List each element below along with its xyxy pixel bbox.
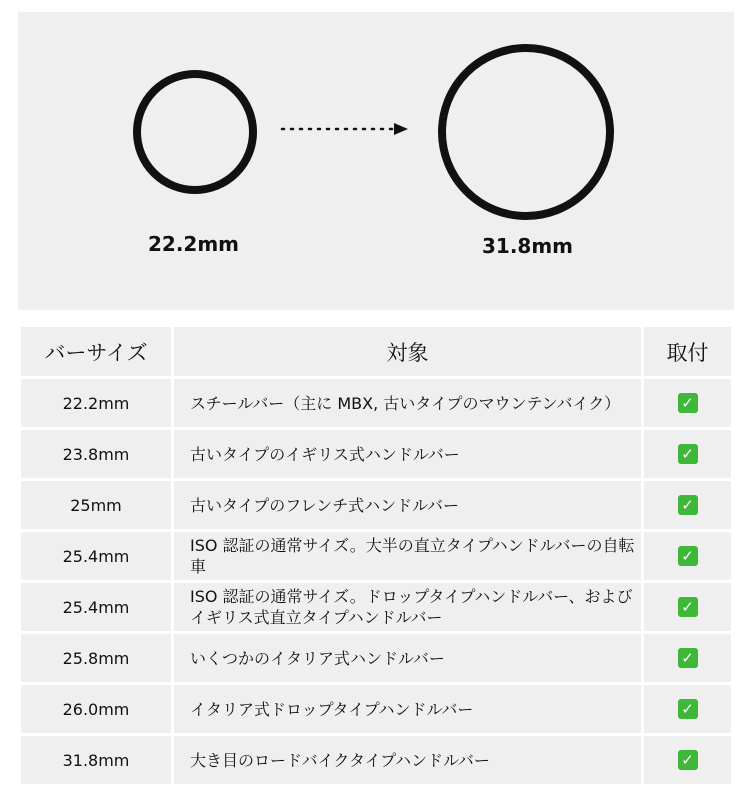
check-icon: ✓: [678, 750, 698, 770]
small-diameter-label: 22.2mm: [148, 232, 240, 256]
table-header-row: [21, 327, 731, 376]
row-size: 25.4mm: [21, 532, 171, 580]
row-target: スチールバー（主に MBX, 古いタイプのマウンテンバイク）: [174, 379, 641, 427]
check-icon: ✓: [678, 393, 698, 413]
row-size: 25.8mm: [21, 634, 171, 682]
size-diagram: [18, 12, 734, 310]
large-diameter-label: 31.8mm: [482, 234, 574, 258]
table-row: [21, 736, 731, 784]
table-row: [21, 634, 731, 682]
large-ring-icon: [438, 44, 614, 220]
row-size: 31.8mm: [21, 736, 171, 784]
row-fit: [644, 583, 731, 631]
header-target: 対象: [174, 327, 641, 376]
row-fit: [644, 430, 731, 478]
row-fit: [644, 736, 731, 784]
header-fit: 取付: [644, 327, 731, 376]
table-row: [21, 583, 731, 631]
row-target: ISO 認証の通常サイズ。大半の直立タイプハンドルバーの自転車: [174, 532, 641, 580]
row-fit: [644, 634, 731, 682]
check-icon: ✓: [678, 546, 698, 566]
check-icon: ✓: [678, 444, 698, 464]
row-target: ISO 認証の通常サイズ。ドロップタイプハンドルバー、およびイギリス式直立タイプハンドルバー: [174, 583, 641, 631]
row-size: 25.4mm: [21, 583, 171, 631]
check-icon: ✓: [678, 495, 698, 515]
row-fit: [644, 481, 731, 529]
row-target: 古いタイプのイギリス式ハンドルバー: [174, 430, 641, 478]
row-fit: [644, 685, 731, 733]
handlebar-size-table: [18, 324, 734, 787]
row-fit: [644, 379, 731, 427]
row-size: 25mm: [21, 481, 171, 529]
check-icon: ✓: [678, 597, 698, 617]
row-target: いくつかのイタリア式ハンドルバー: [174, 634, 641, 682]
small-ring-icon: [133, 70, 257, 194]
table-row: [21, 379, 731, 427]
row-size: 26.0mm: [21, 685, 171, 733]
dotted-arrow-icon: [280, 120, 410, 138]
row-target: イタリア式ドロップタイプハンドルバー: [174, 685, 641, 733]
row-target: 古いタイプのフレンチ式ハンドルバー: [174, 481, 641, 529]
check-icon: ✓: [678, 648, 698, 668]
check-icon: ✓: [678, 699, 698, 719]
table-row: [21, 685, 731, 733]
row-size: 22.2mm: [21, 379, 171, 427]
table-row: [21, 532, 731, 580]
table-row: [21, 430, 731, 478]
header-bar-size: バーサイズ: [21, 327, 171, 376]
row-fit: [644, 532, 731, 580]
row-size: 23.8mm: [21, 430, 171, 478]
table-row: [21, 481, 731, 529]
row-target: 大き目のロードバイクタイプハンドルバー: [174, 736, 641, 784]
